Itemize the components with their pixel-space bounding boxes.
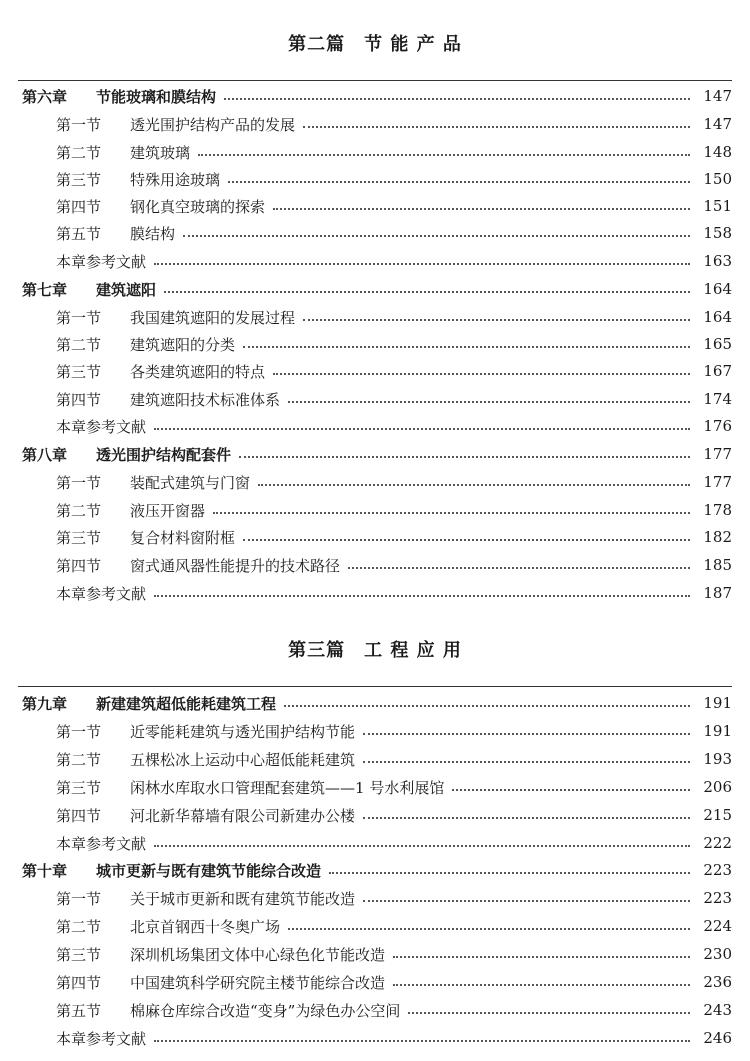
section-number: 第五节 <box>56 224 102 243</box>
section-title: 特殊用途玻璃 <box>130 170 221 189</box>
section-title: 中国建筑科学研究院主楼节能综合改造 <box>130 973 386 992</box>
section-title: 北京首钢西十冬奥广场 <box>130 917 281 936</box>
section-title: 建筑玻璃 <box>130 143 191 162</box>
page-number: 177 <box>703 445 732 463</box>
page-number: 148 <box>703 143 732 161</box>
chapter-title: 节能玻璃和膜结构 <box>96 87 217 106</box>
page-number: 215 <box>703 806 732 824</box>
section-title: 膜结构 <box>130 224 176 243</box>
section-row[interactable] <box>0 884 750 912</box>
section-title: 闲林水库取水口管理配套建筑——1 号水利展馆 <box>130 778 445 797</box>
section-number: 第一节 <box>56 115 102 134</box>
section-title: 五棵松冰上运动中心超低能耗建筑 <box>130 750 356 769</box>
chapter-number: 第八章 <box>22 445 68 464</box>
leader-dots <box>273 373 690 375</box>
section-title: 建筑遮阳技术标准体系 <box>130 390 281 409</box>
chapter-row[interactable] <box>0 275 750 303</box>
leader-dots <box>363 817 690 819</box>
page-number: 246 <box>703 1029 732 1047</box>
section-number: 第四节 <box>56 806 102 825</box>
section-number: 第二节 <box>56 143 102 162</box>
leader-dots <box>452 789 690 791</box>
leader-dots <box>348 567 690 569</box>
section-title: 关于城市更新和既有建筑节能改造 <box>130 889 356 908</box>
leader-dots <box>154 845 690 847</box>
chapter-title: 新建建筑超低能耗建筑工程 <box>96 694 277 713</box>
part-title: 第二篇 节 能 产 品 <box>288 34 462 55</box>
page-number: 230 <box>703 945 732 963</box>
section-row[interactable] <box>0 912 750 940</box>
chapter-number: 第七章 <box>22 280 68 299</box>
section-number: 第五节 <box>56 1001 102 1020</box>
page-number: 243 <box>703 1001 732 1019</box>
section-row[interactable] <box>0 138 750 166</box>
chapter-title: 建筑遮阳 <box>96 280 157 299</box>
section-title: 窗式通风器性能提升的技术路径 <box>130 556 341 575</box>
page-number: 151 <box>703 197 732 215</box>
leader-dots <box>258 484 690 486</box>
section-title: 装配式建筑与门窗 <box>130 473 251 492</box>
references-title: 本章参考文献 <box>56 1029 147 1048</box>
page-number: 176 <box>703 417 732 435</box>
section-number: 第二节 <box>56 750 102 769</box>
page-number: 223 <box>703 889 732 907</box>
section-row[interactable] <box>0 385 750 413</box>
leader-dots <box>303 126 690 128</box>
section-number: 第二节 <box>56 335 102 354</box>
section-row[interactable] <box>0 110 750 138</box>
leader-dots <box>154 428 690 430</box>
page-number: 182 <box>703 528 732 546</box>
page-number: 223 <box>703 861 732 879</box>
section-row[interactable] <box>0 523 750 551</box>
divider <box>18 686 732 687</box>
page-number: 185 <box>703 556 732 574</box>
page-number: 206 <box>703 778 732 796</box>
chapter-number: 第十章 <box>22 861 68 880</box>
section-row[interactable] <box>0 996 750 1024</box>
page-number: 224 <box>703 917 732 935</box>
section-number: 第四节 <box>56 197 102 216</box>
section-title: 各类建筑遮阳的特点 <box>130 362 266 381</box>
section-row[interactable] <box>0 551 750 579</box>
leader-dots <box>288 928 690 930</box>
references-row[interactable] <box>0 247 750 275</box>
references-row[interactable] <box>0 412 750 440</box>
leader-dots <box>393 984 690 986</box>
leader-dots <box>329 872 690 874</box>
section-number: 第一节 <box>56 889 102 908</box>
page-number: 187 <box>703 584 732 602</box>
section-row[interactable] <box>0 468 750 496</box>
page-number: 193 <box>703 750 732 768</box>
section-row[interactable] <box>0 496 750 524</box>
leader-dots <box>363 900 690 902</box>
page-number: 165 <box>703 335 732 353</box>
section-row[interactable] <box>0 219 750 247</box>
chapter-row[interactable] <box>0 856 750 884</box>
section-row[interactable] <box>0 968 750 996</box>
section-number: 第一节 <box>56 308 102 327</box>
references-row[interactable] <box>0 579 750 607</box>
leader-dots <box>154 1040 690 1042</box>
section-row[interactable] <box>0 330 750 358</box>
page-number: 150 <box>703 170 732 188</box>
references-title: 本章参考文献 <box>56 834 147 853</box>
section-row[interactable] <box>0 192 750 220</box>
page-number: 147 <box>703 115 732 133</box>
section-title: 建筑遮阳的分类 <box>130 335 236 354</box>
leader-dots <box>288 401 690 403</box>
section-row[interactable] <box>0 303 750 331</box>
references-row[interactable] <box>0 1024 750 1052</box>
section-number: 第一节 <box>56 722 102 741</box>
leader-dots <box>154 263 690 265</box>
leader-dots <box>183 235 690 237</box>
section-row[interactable] <box>0 745 750 773</box>
chapter-row[interactable] <box>0 689 750 717</box>
section-number: 第三节 <box>56 362 102 381</box>
section-number: 第三节 <box>56 945 102 964</box>
page-number: 158 <box>703 224 732 242</box>
references-row[interactable] <box>0 829 750 857</box>
chapter-title: 城市更新与既有建筑节能综合改造 <box>96 861 322 880</box>
page-number: 191 <box>703 694 732 712</box>
section-title: 深圳机场集团文体中心绿色化节能改造 <box>130 945 386 964</box>
leader-dots <box>213 512 690 514</box>
section-title: 近零能耗建筑与透光围护结构节能 <box>130 722 356 741</box>
page-number: 167 <box>703 362 732 380</box>
page-number: 236 <box>703 973 732 991</box>
section-title: 钢化真空玻璃的探索 <box>130 197 266 216</box>
page-number: 164 <box>703 308 732 326</box>
leader-dots <box>363 761 690 763</box>
leader-dots <box>228 181 690 183</box>
section-row[interactable] <box>0 357 750 385</box>
section-number: 第三节 <box>56 170 102 189</box>
section-title: 河北新华幕墙有限公司新建办公楼 <box>130 806 356 825</box>
leader-dots <box>224 98 690 100</box>
section-number: 第二节 <box>56 501 102 520</box>
section-number: 第三节 <box>56 528 102 547</box>
page-number: 191 <box>703 722 732 740</box>
divider <box>18 80 732 81</box>
section-number: 第一节 <box>56 473 102 492</box>
section-title: 棉麻仓库综合改造“变身”为绿色办公空间 <box>130 1001 401 1020</box>
chapter-row[interactable] <box>0 440 750 468</box>
section-row[interactable] <box>0 940 750 968</box>
chapter-title: 透光围护结构配套件 <box>96 445 232 464</box>
leader-dots <box>239 456 690 458</box>
section-title: 复合材料窗附框 <box>130 528 236 547</box>
section-title: 我国建筑遮阳的发展过程 <box>130 308 296 327</box>
leader-dots <box>284 705 690 707</box>
section-row[interactable] <box>0 773 750 801</box>
leader-dots <box>273 208 690 210</box>
leader-dots <box>154 595 690 597</box>
page-number: 163 <box>703 252 732 270</box>
section-row[interactable] <box>0 717 750 745</box>
page-number: 222 <box>703 834 732 852</box>
part-title: 第三篇 工 程 应 用 <box>288 640 462 661</box>
section-row[interactable] <box>0 801 750 829</box>
page-number: 174 <box>703 390 732 408</box>
section-number: 第四节 <box>56 973 102 992</box>
chapter-number: 第六章 <box>22 87 68 106</box>
references-title: 本章参考文献 <box>56 417 147 436</box>
page-number: 177 <box>703 473 732 491</box>
section-number: 第三节 <box>56 778 102 797</box>
page-number: 164 <box>703 280 732 298</box>
chapter-row[interactable] <box>0 82 750 110</box>
leader-dots <box>363 733 690 735</box>
page-number: 147 <box>703 87 732 105</box>
section-title: 透光围护结构产品的发展 <box>130 115 296 134</box>
leader-dots <box>303 319 690 321</box>
leader-dots <box>164 291 690 293</box>
chapter-number: 第九章 <box>22 694 68 713</box>
leader-dots <box>408 1012 690 1014</box>
references-title: 本章参考文献 <box>56 252 147 271</box>
leader-dots <box>393 956 690 958</box>
section-title: 液压开窗器 <box>130 501 206 520</box>
leader-dots <box>198 154 690 156</box>
leader-dots <box>243 346 690 348</box>
section-row[interactable] <box>0 165 750 193</box>
leader-dots <box>243 539 690 541</box>
section-number: 第四节 <box>56 390 102 409</box>
page-number: 178 <box>703 501 732 519</box>
section-number: 第二节 <box>56 917 102 936</box>
section-number: 第四节 <box>56 556 102 575</box>
references-title: 本章参考文献 <box>56 584 147 603</box>
